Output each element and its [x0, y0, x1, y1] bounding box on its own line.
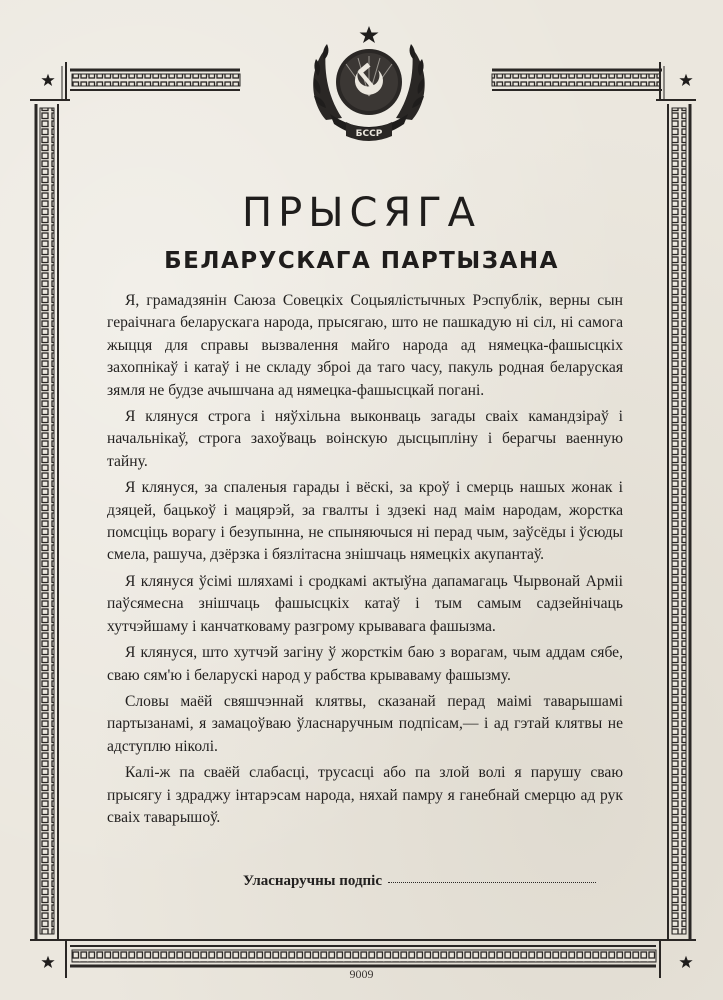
oath-paragraph: Я клянуся строга і няўхільна выконваць загады сваіх камандзіраў і начальнікаў, строга захоўваць воінскую дысцыпліну і берагчы ваенную тайну.: [107, 408, 623, 470]
oath-paragraph: Я клянуся ўсімі шляхамі і сродкамі актыўна дапамагаць Чырвонай Арміі паўсямесна знішчаць фашысцкіх катаў і тым самым садзейнічаць хутчэйшаму і канчатковаму разгрому крывавага фашызма.: [107, 572, 623, 635]
oath-paragraph: Словы маёй свяшчэннай клятвы, сказанай перад маімі таварышамі партызанамі, я замацоўваю ўласнаручным подпісам,— і ад гэтай клятвы не адступлю ніколі.: [107, 692, 623, 755]
oath-paragraph: Я клянуся, што хутчэй загіну ў жорсткім баю з ворагам, чым аддам сябе, сваю сям'ю і беларускі народ у рабства крываваму фашызму.: [107, 644, 623, 684]
top-left-band: [70, 70, 240, 90]
document-subtitle: БЕЛАРУСКАГА ПАРТЫЗАНА: [164, 248, 559, 274]
signature-label: Уласнаручны подпіс: [243, 873, 383, 889]
star-icon: [41, 73, 55, 87]
signature-field[interactable]: [388, 882, 596, 883]
oath-paragraph: Я, грамадзянін Саюза Совецкіх Соцыялістычных Рэспублік, верны сын гераічнага беларускага народа, прысягаю, што не пашкадую ні сіл, ні самога жыцця для справы вызвалення майго народа ад нямецка-фашысцкіх захопнікаў і катаў і не складу зброі да таго часу, пакуль родная беларуская зямля не будзе ачышчана ад нямецка-фашысцкай погані.: [107, 292, 623, 399]
oath-paragraph: Калі-ж па сваёй слабасці, трусасці або па злой волі я парушу сваю прысягу і здраджу інтарэсам народа, няхай памру я ганебнай смерцю ад рук сваіх таварышоў.: [107, 764, 623, 826]
signature-line: [243, 873, 633, 890]
top-right-band: [492, 70, 662, 90]
emblem-label: БССР: [355, 129, 383, 139]
document-number: 9009: [349, 967, 374, 981]
star-icon: [679, 73, 693, 87]
state-emblem-icon: [306, 24, 432, 146]
oath-paragraph: Я клянуся, за спаленыя гарады і вёскі, за кроў і смерць нашых жонак і дзяцей, бацькоў і мацярэй, за гвалты і здзекі над маім народам, жорстка помсціць ворагу і безупынна, не спыняючыся ні перад чым, заўсёды і ўсюды смела, рашуча, дзёрзка і бязлітасна знішчаць нямецкіх акупантаў.: [107, 479, 623, 564]
document-title: ПРЫСЯГА: [242, 190, 481, 236]
oath-body: [107, 290, 623, 833]
